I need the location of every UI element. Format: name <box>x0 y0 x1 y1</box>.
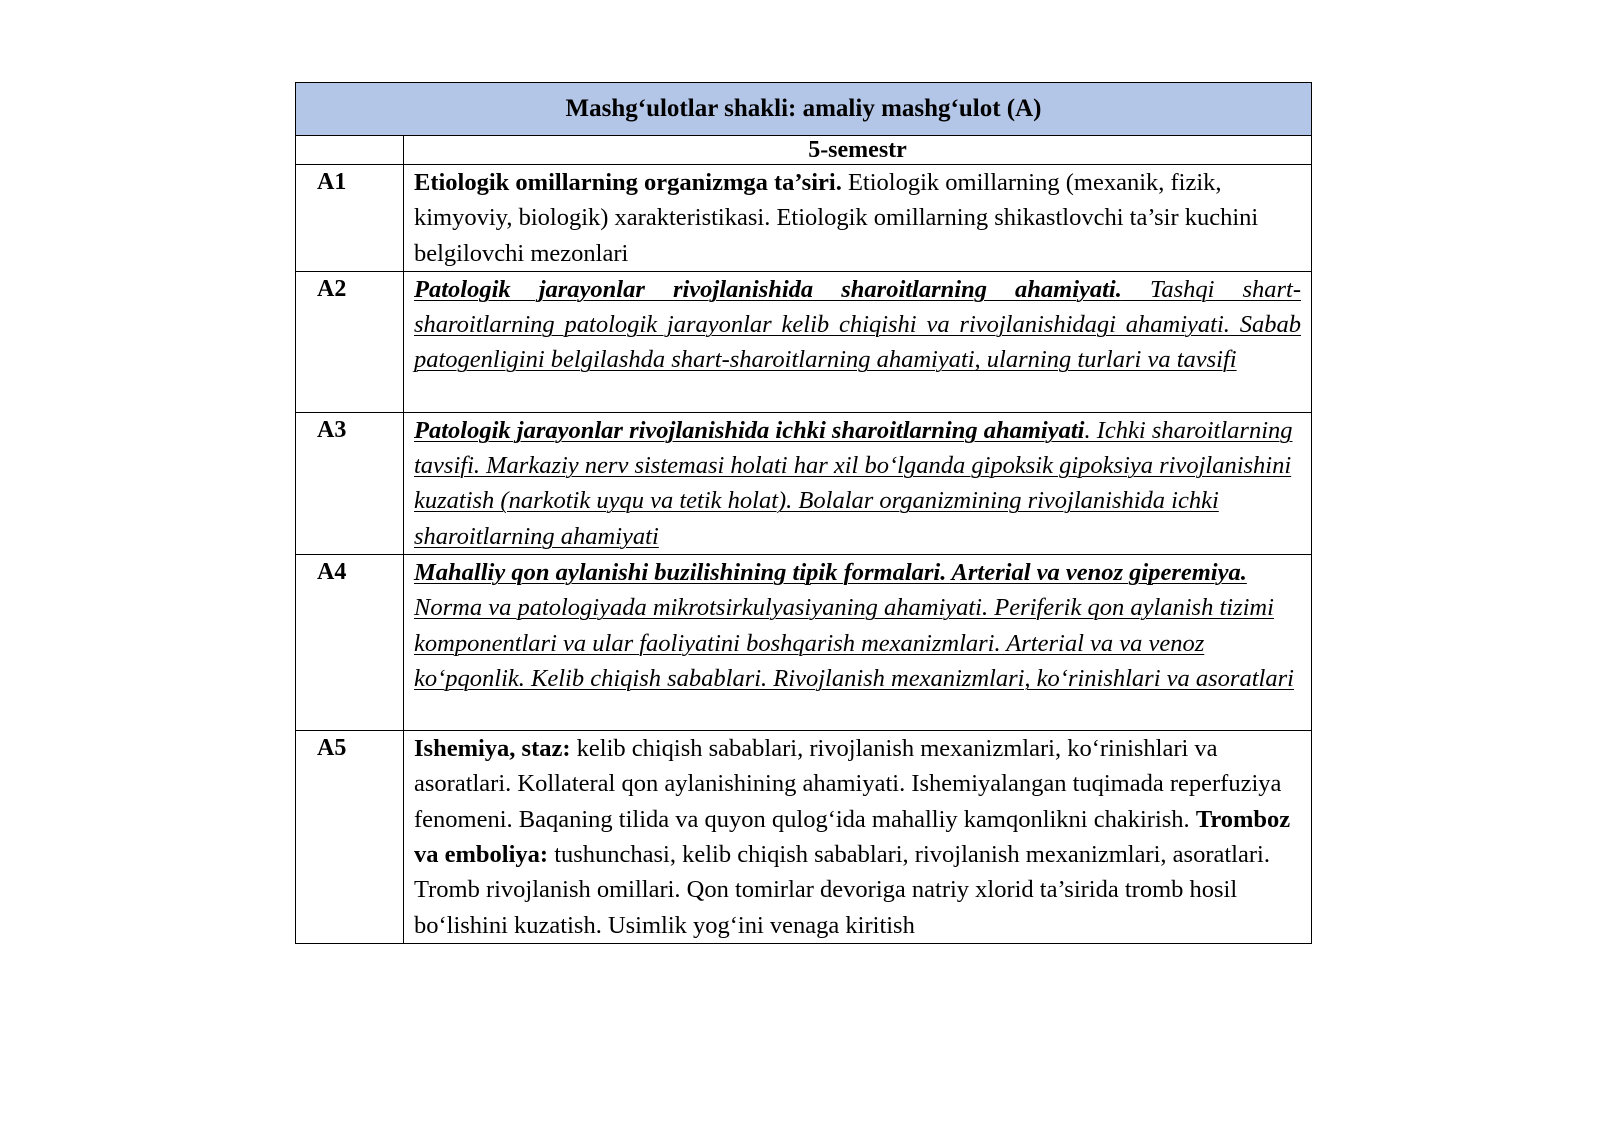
row-topic-title: Patologik jarayonlar rivojlanishida ichki sharoitlarning ahamiyati <box>414 416 1085 444</box>
row-description <box>404 731 1312 944</box>
row-topic-text: . Ichki sharoitlarning tavsifi. Markaziy nerv sistemasi holati har xil bo‘lganda gipoksik gipoksiya rivojlanishini kuzatish (narkotik uyqu va tetik holat). Bolalar organizmining rivojlanishida ichki sharoitlarning ahamiyati <box>414 416 1293 550</box>
table-row <box>296 165 1312 272</box>
row-topic-text: Tashqi shart-sharoitlarning patologik jarayonlar kelib chiqishi va rivojlanishidagi ahamiyati. Sabab patogenligini belgilashda shart-sharoitlarning ahamiyati, ularning turlari va tavsifi <box>414 275 1302 374</box>
row-description <box>404 165 1312 272</box>
row-code: A2 <box>296 271 404 412</box>
row-topic-title-2: Tromboz va emboliya: <box>414 805 1291 868</box>
table-title-row <box>296 83 1312 136</box>
table-title: Mashg‘ulotlar shakli: amaliy mashg‘ulot (A) <box>296 83 1312 136</box>
table-row <box>296 271 1312 412</box>
semester-label: 5-semestr <box>404 136 1312 165</box>
row-topic-text-2: tushunchasi, kelib chiqish sabablari, rivojlanish mexanizmlari, asoratlari. Tromb rivojlanish omillari. Qon tomirlar devoriga natriy xlorid ta’sirida tromb hosil bo‘lishini kuzatish. Usimlik yog‘ini venaga kiritish <box>414 840 1270 939</box>
row-code: A4 <box>296 555 404 731</box>
table-row <box>296 731 1312 944</box>
row-code: A1 <box>296 165 404 272</box>
table-row <box>296 555 1312 731</box>
semester-row <box>296 136 1312 165</box>
row-topic-text: kelib chiqish sabablari, rivojlanish mexanizmlari, ko‘rinishlari va asoratlari. Kollateral qon aylanishining ahamiyati. Ishemiyalangan tuqimada reperfuziya fenomeni. Baqaning tilida va quyon qulog‘ida mahalliy kamqonlikni chakirish. <box>414 735 1282 833</box>
row-topic-title: Etiologik omillarning organizmga ta’siri. <box>414 169 842 196</box>
row-code: A5 <box>296 731 404 944</box>
row-description <box>404 555 1312 731</box>
row-topic-title: Mahalliy qon aylanishi buzilishining tipik formalari. Arterial va venoz giperemiya. <box>414 559 1247 587</box>
row-topic-text: Etiologik omillarning (mexanik, fizik, kimyoviy, biologik) xarakteristikasi. Etiologik omillarning shikastlovchi ta’sir kuchini belgilovchi mezonlari <box>414 169 1259 267</box>
semester-empty-cell <box>296 136 404 165</box>
row-topic-title: Ishemiya, staz: <box>414 735 571 763</box>
curriculum-table <box>295 82 1312 944</box>
row-description <box>404 412 1312 554</box>
row-code: A3 <box>296 412 404 554</box>
row-description <box>404 271 1312 412</box>
row-topic-title: Patologik jarayonlar rivojlanishida sharoitlarning ahamiyati. <box>414 275 1122 303</box>
table-row <box>296 412 1312 554</box>
row-topic-text: Norma va patologiyada mikrotsirkulyasiyaning ahamiyati. Periferik qon aylanish tizimi komponentlari va ular faoliyatini boshqarish mexanizmlari. Arterial va va venoz ko‘pqonlik. Kelib chiqish sabablari. Rivojlanish mexanizmlari, ko‘rinishlari va asoratlari <box>414 594 1294 692</box>
